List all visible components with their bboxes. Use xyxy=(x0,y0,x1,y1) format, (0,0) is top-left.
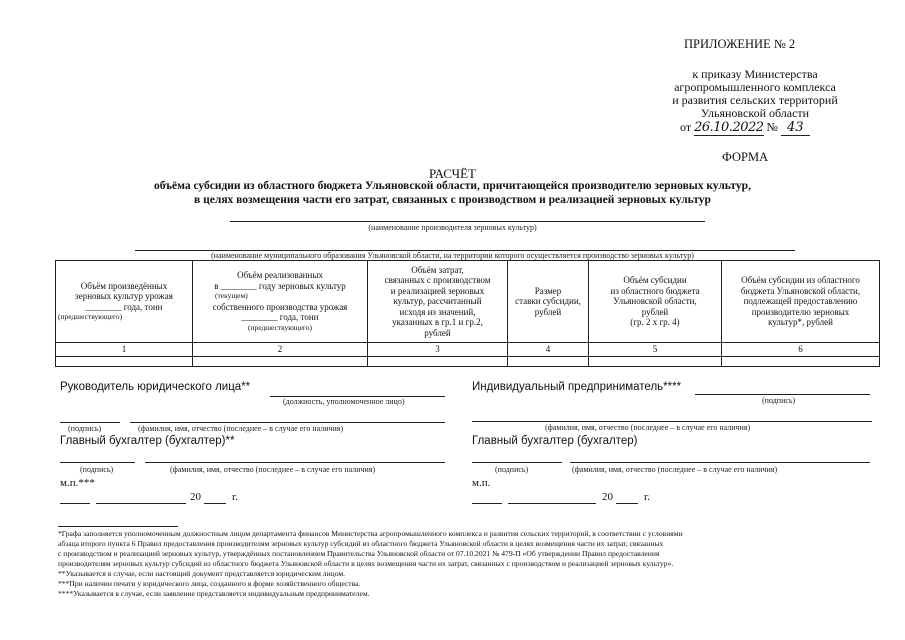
table-cell xyxy=(508,356,589,366)
left-accountant-name-caption: (фамилия, имя, отчество (последнее – в случае его наличия) xyxy=(170,465,376,474)
left-accountant-signature-caption: (подпись) xyxy=(80,465,114,474)
footnote-line: ****Указывается в случае, если заявление представляется индивидуальным предпринимателем. xyxy=(58,589,370,598)
left-accountant-label: Главный бухгалтер (бухгалтер)** xyxy=(60,435,235,447)
table-number-row xyxy=(56,343,880,357)
right-year-line xyxy=(616,503,638,504)
table-cell xyxy=(722,356,880,366)
left-year-line xyxy=(204,503,226,504)
col-2-header: Объём реализованных в ________ году зерновых культур (текущем) собственного производства урожая ________ года, тонн (предшествующего) xyxy=(193,261,368,343)
calculation-table xyxy=(55,260,880,367)
col-number: 3 xyxy=(368,343,508,357)
table-header-row xyxy=(56,261,880,343)
title-line-2: в целях возмещения части его затрат, связанных с производством и реализацией зерновых культур xyxy=(194,194,711,206)
footnote-line: производителям зерновых культур субсидий из областного бюджета Ульяновской области в целях возмещения части их затрат, связанных с производством и реализацией зерновых культур». xyxy=(58,559,674,568)
entrepreneur-signature-line xyxy=(695,394,870,395)
head-position-caption: (должность, уполномоченное лицо) xyxy=(283,397,405,406)
table-cell xyxy=(589,356,722,366)
head-signature-line xyxy=(60,422,120,423)
right-accountant-name-line xyxy=(570,462,870,463)
order-date-row xyxy=(680,120,810,135)
right-month-line xyxy=(508,503,596,504)
appendix-label: ПРИЛОЖЕНИЕ № 2 xyxy=(684,37,796,51)
right-day-line xyxy=(472,503,502,504)
left-accountant-signature-line xyxy=(60,462,135,463)
municipality-caption: (наименование муниципального образования Ульяновской области, на территории которого осуществляется производство зерновых культур) xyxy=(211,251,694,260)
left-year-suffix: г. xyxy=(232,491,239,503)
right-year-prefix: 20 xyxy=(602,491,613,503)
order-line-2: агропромышленного комплекса xyxy=(674,80,836,94)
right-accountant-signature-caption: (подпись) xyxy=(495,465,529,474)
left-stamp-label: м.п.*** xyxy=(60,477,95,489)
table-cell xyxy=(368,356,508,366)
date-handwritten: 26.10.2022 xyxy=(694,120,764,135)
right-accountant-signature-line xyxy=(472,462,562,463)
footnote-separator xyxy=(58,526,178,527)
col-number: 5 xyxy=(589,343,722,357)
right-accountant-name-caption: (фамилия, имя, отчество (последнее – в случае его наличия) xyxy=(572,465,778,474)
left-year-prefix: 20 xyxy=(190,491,201,503)
producer-name-caption: (наименование производителя зерновых культур) xyxy=(368,223,537,232)
footnote-line: **Указывается в случае, если настоящий документ представляется юридическим лицом. xyxy=(58,569,346,578)
footnote-line: с производством и реализацией зерновых культур, утверждённых постановлением Правительства Ульяновской области от 07.10.2021 № 479-П «Об утверждении Правил предоставления xyxy=(58,549,660,558)
col-5-header: Объём субсидии из областного бюджета Ульяновской области, рублей (гр. 2 х гр. 4) xyxy=(589,261,722,343)
document-title: РАСЧЁТ xyxy=(429,166,476,181)
number-prefix: № xyxy=(766,120,778,134)
producer-name-line xyxy=(230,221,705,222)
head-name-caption: (фамилия, имя, отчество (последнее – в случае его наличия) xyxy=(138,424,344,433)
title-line-1: объёма субсидии из областного бюджета Ульяновской области, причитающейся производителю зерновых культур, xyxy=(154,180,751,192)
entrepreneur-name-line xyxy=(472,421,872,422)
order-line-1: к приказу Министерства xyxy=(692,67,818,81)
form-label: ФОРМА xyxy=(722,150,769,164)
footnote-line: *Графа заполняется уполномоченным должностным лицом департамента финансов Министерства агропромышленного комплекса и развития сельских территорий, в соответствии с условиями xyxy=(58,529,683,538)
right-accountant-label: Главный бухгалтер (бухгалтер) xyxy=(472,435,638,447)
table-cell xyxy=(56,356,193,366)
col-1-header: Объём произведённых зерновых культур урожая ________ года, тонн (предшествующего) xyxy=(56,261,193,343)
left-accountant-name-line xyxy=(145,462,445,463)
date-prefix: от xyxy=(680,120,692,134)
table-data-row xyxy=(56,356,880,366)
head-of-legal-entity-label: Руководитель юридического лица** xyxy=(60,381,251,393)
col-number: 2 xyxy=(193,343,368,357)
entrepreneur-signature-caption: (подпись) xyxy=(762,396,796,405)
table-cell xyxy=(193,356,368,366)
col-6-header: Объём субсидии из областного бюджета Ульяновской области, подлежащей предоставлению производителю зерновых культур*, рублей xyxy=(722,261,880,343)
order-line-3: и развития сельских территорий xyxy=(672,93,838,107)
right-year-suffix: г. xyxy=(644,491,651,503)
right-stamp-label: м.п. xyxy=(472,477,491,489)
left-day-line xyxy=(60,503,90,504)
col-number: 4 xyxy=(508,343,589,357)
col-4-header: Размер ставки субсидии, рублей xyxy=(508,261,589,343)
footnotes-block xyxy=(58,529,888,599)
entrepreneur-name-caption: (фамилия, имя, отчество (последнее – в случае его наличия) xyxy=(545,423,751,432)
col-3-header: Объём затрат, связанных с производством и реализацией зерновых культур, рассчитанный исходя из значений, указанных в гр.1 и гр.2, рублей xyxy=(368,261,508,343)
individual-entrepreneur-label: Индивидуальный предприниматель**** xyxy=(472,381,682,393)
head-signature-caption: (подпись) xyxy=(68,424,102,433)
number-handwritten: 43 xyxy=(781,120,810,136)
footnote-line: абзаца второго пункта 6 Правил предоставления производителям зерновых культур субсидий из областного бюджета Ульяновской области в целях возмещения части их затрат, связанных xyxy=(58,539,664,548)
col-number: 6 xyxy=(722,343,880,357)
left-month-line xyxy=(96,503,186,504)
head-name-line xyxy=(130,422,445,423)
col-number: 1 xyxy=(56,343,193,357)
footnote-line: ***При наличии печати у юридического лица, созданного в форме хозяйственного общества. xyxy=(58,579,361,588)
order-line-4: Ульяновской области xyxy=(700,106,810,120)
